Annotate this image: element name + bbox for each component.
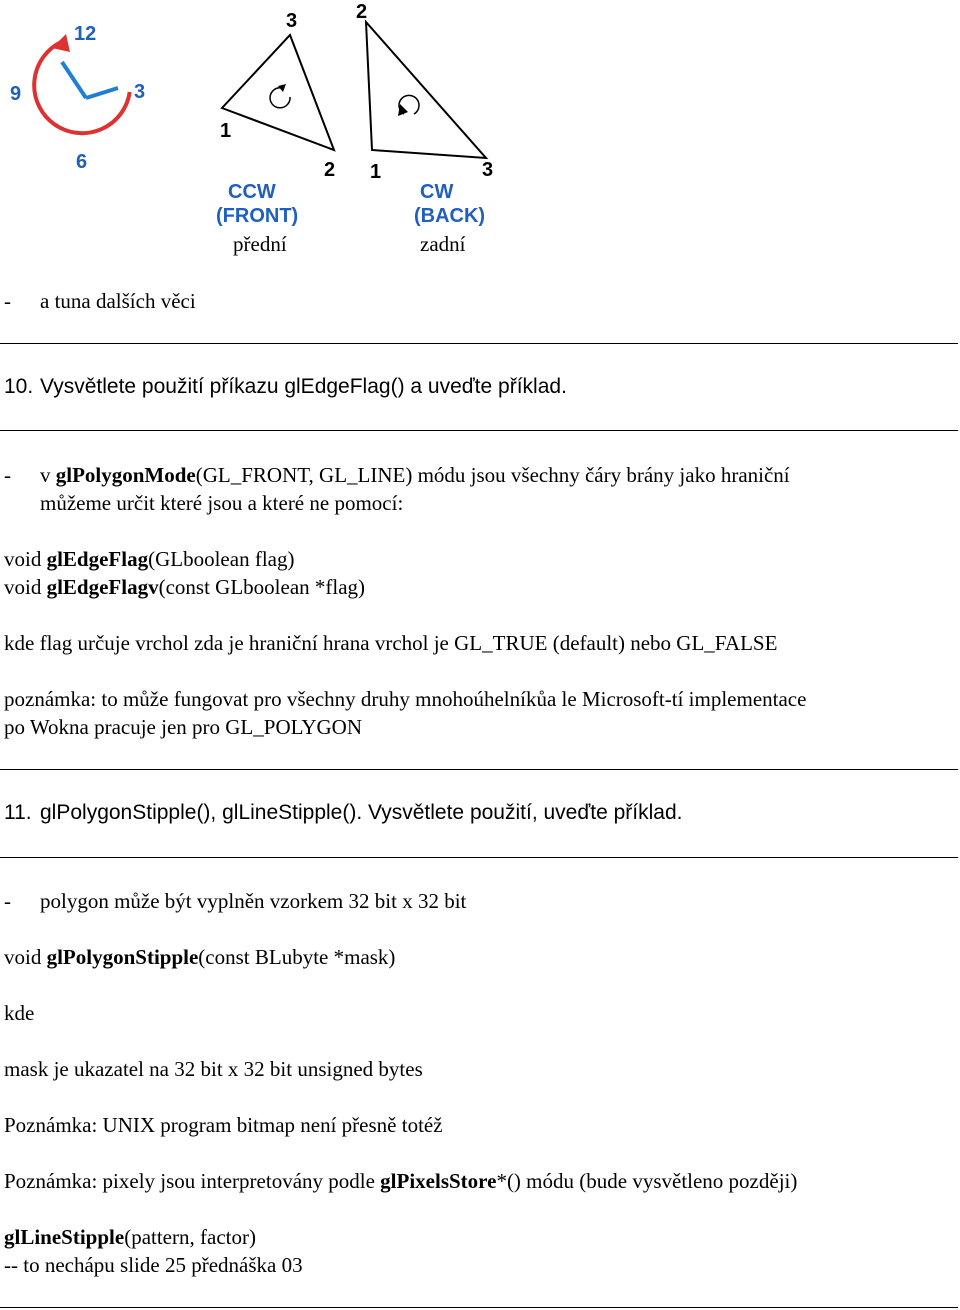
front-vertex-2: 2 xyxy=(324,159,336,181)
back-vertex-1: 1 xyxy=(370,161,382,183)
back-caption: zadní xyxy=(420,232,466,256)
divider xyxy=(0,1307,958,1308)
code-glEdgeFlag: void glEdgeFlag(GLboolean flag) xyxy=(4,547,295,571)
divider xyxy=(0,857,958,858)
code-glLineStipple: glLineStipple(pattern, factor) xyxy=(4,1225,256,1249)
clock-label-6: 6 xyxy=(76,151,88,173)
question-11-heading: 11. glPolygonStipple(), glLineStipple(). Vysvětlete použití, uveďte příklad. xyxy=(4,801,683,824)
s10-paragraph-line2: můžeme určit které jsou a které ne pomocí: xyxy=(40,491,404,515)
clock-label-3: 3 xyxy=(134,81,146,103)
s11-note-pixels: Poznámka: pixely jsou interpretovány podle glPixelsStore*() módu (bude vysvětleno později) xyxy=(4,1169,798,1193)
back-triangle xyxy=(366,22,486,158)
clock-label-9: 9 xyxy=(10,83,22,105)
question-10-heading: 10. Vysvětlete použití příkazu glEdgeFlag() a uveďte příklad. xyxy=(4,375,567,398)
clock-hand-long xyxy=(62,62,86,98)
back-vertex-2: 2 xyxy=(356,1,368,23)
s11-stipple-intro: - polygon může být vyplněn vzorkem 32 bit x 32 bit xyxy=(4,889,467,913)
back-title-cw: CW xyxy=(420,181,454,203)
front-vertex-3: 3 xyxy=(286,10,298,32)
divider xyxy=(0,343,958,344)
s10-note-line1: poznámka: to může fungovat pro všechny druhy mnohoúhelníkůa le Microsoft-tí implementace xyxy=(4,687,807,711)
winding-diagram xyxy=(0,0,960,270)
s10-note-line2: po Wokna pracuje jen pro GL_POLYGON xyxy=(4,715,362,739)
more-things-paragraph: - a tuna dalších věci xyxy=(4,289,196,313)
s11-mask-description: mask je ukazatel na 32 bit x 32 bit unsigned bytes xyxy=(4,1057,423,1081)
back-vertex-3: 3 xyxy=(482,159,494,181)
divider xyxy=(0,769,958,770)
clock-hand-short xyxy=(86,88,118,98)
front-rotation-arrow-icon xyxy=(270,88,290,108)
clock-label-12: 12 xyxy=(74,23,97,45)
clock-arc-arrowhead xyxy=(52,34,70,52)
front-vertex-1: 1 xyxy=(220,120,232,142)
code-glPolygonStipple: void glPolygonStipple(const BLubyte *mask) xyxy=(4,945,396,969)
code-glEdgeFlagv: void glEdgeFlagv(const GLboolean *flag) xyxy=(4,575,366,599)
s10-flag-description: kde flag určuje vrchol zda je hraniční hrana vrchol je GL_TRUE (default) nebo GL_FALSE xyxy=(4,631,778,655)
front-title-front: (FRONT) xyxy=(216,205,299,227)
back-title-back: (BACK) xyxy=(414,205,486,227)
s11-note-unix: Poznámka: UNIX program bitmap není přesně totéž xyxy=(4,1113,443,1137)
front-triangle xyxy=(222,35,334,150)
s11-kde: kde xyxy=(4,1001,35,1025)
front-caption: přední xyxy=(233,232,287,256)
s11-last-note: -- to nechápu slide 25 přednáška 03 xyxy=(4,1253,303,1277)
s10-paragraph-line1: - v glPolygonMode(GL_FRONT, GL_LINE) módu jsou všechny čáry brány jako hraniční xyxy=(4,463,790,487)
divider xyxy=(0,430,958,431)
front-title-ccw: CCW xyxy=(228,181,276,203)
